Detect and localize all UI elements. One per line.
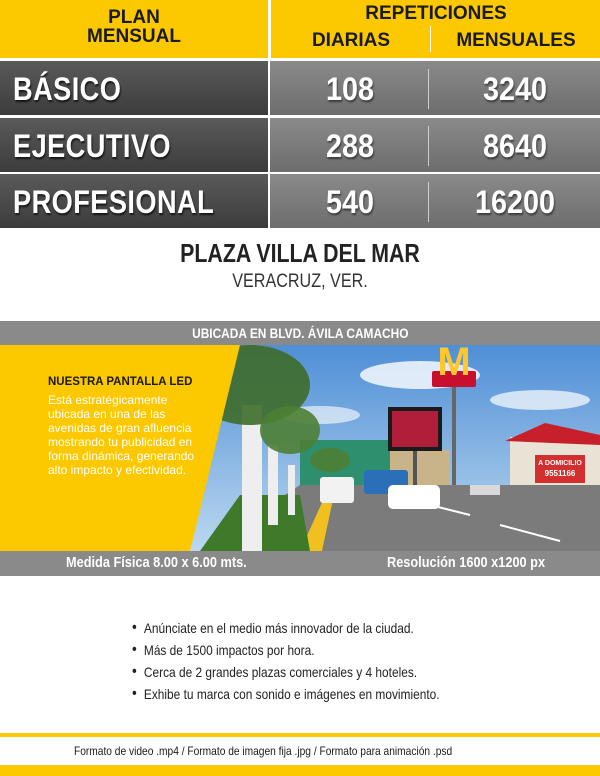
location-subtitle: VERACRUZ, VER. (232, 271, 368, 292)
plan-mensuales: 16200 (474, 184, 556, 220)
value-divider (428, 182, 429, 222)
plan-values-cell (270, 118, 600, 172)
location-title: PLAZA VILLA DEL MAR (180, 238, 420, 268)
repeticiones-header: REPETICIONES (365, 3, 507, 24)
taxi (388, 485, 440, 509)
plan-values-cell (270, 61, 600, 115)
list-item: • Más de 1500 impactos por hora. (132, 639, 440, 661)
plan-row-ejecutivo (0, 118, 600, 172)
subheader-divider (430, 26, 431, 52)
plan-diarias: 540 (325, 184, 375, 220)
plan-diarias: 108 (325, 71, 375, 107)
plan-name-cell (0, 61, 268, 115)
plan-mensuales: 3240 (482, 71, 548, 107)
led-title: NUESTRA PANTALLA LED (48, 376, 193, 388)
mensuales-header: MENSUALES (456, 30, 576, 51)
plan-row-basico (0, 61, 600, 115)
banner-text: A DOMICILIO (538, 460, 582, 467)
plan-column-header (0, 8, 268, 46)
plan-name: EJECUTIVO (13, 128, 171, 164)
footer-top-bar (0, 733, 600, 737)
mcdonalds-logo-icon: M (437, 345, 471, 384)
value-divider (428, 126, 429, 166)
value-divider (428, 69, 429, 109)
address-text: UBICADA EN BLVD. ÁVILA CAMACHO (191, 325, 409, 341)
plan-name: PROFESIONAL (13, 184, 215, 220)
resolucion-text: Resolución 1600 x1200 px (387, 554, 546, 571)
address-strip (0, 321, 600, 345)
plan-header-line1: PLAN (108, 7, 160, 28)
plan-mensuales: 8640 (482, 128, 548, 164)
banner-phone: 9551166 (544, 469, 576, 478)
benefits-list (132, 617, 494, 705)
plan-header-line2: MENSUAL (87, 26, 181, 47)
plan-diarias: 288 (325, 128, 375, 164)
led-description: Está estratégicamente ubicada en una de las avenidas de gran afluencia mostrando tu publicidad en forma dinámica, generando alto impacto y efectividad. (48, 393, 195, 477)
diarias-header: DIARIAS (311, 30, 391, 51)
plan-name: BÁSICO (13, 71, 122, 107)
medida-text: Medida Física 8.00 x 6.00 mts. (66, 554, 247, 571)
plan-name-cell (0, 174, 268, 228)
header-divider (268, 0, 271, 58)
plan-name-cell (0, 118, 268, 172)
footer-bottom-bar (0, 765, 600, 776)
plan-row-profesional (0, 174, 600, 228)
formats-text: Formato de video .mp4 / Formato de imagen fija .jpg / Formato para animación .psd (74, 744, 453, 758)
list-item: • Cerca de 2 grandes plazas comerciales y 4 hoteles. (132, 661, 440, 683)
plan-values-cell (270, 174, 600, 228)
list-item: • Exhibe tu marca con sonido e imágenes en movimiento. (132, 683, 440, 705)
list-item: • Anúnciate en el medio más innovador de la ciudad. (132, 617, 440, 639)
van (320, 477, 354, 503)
